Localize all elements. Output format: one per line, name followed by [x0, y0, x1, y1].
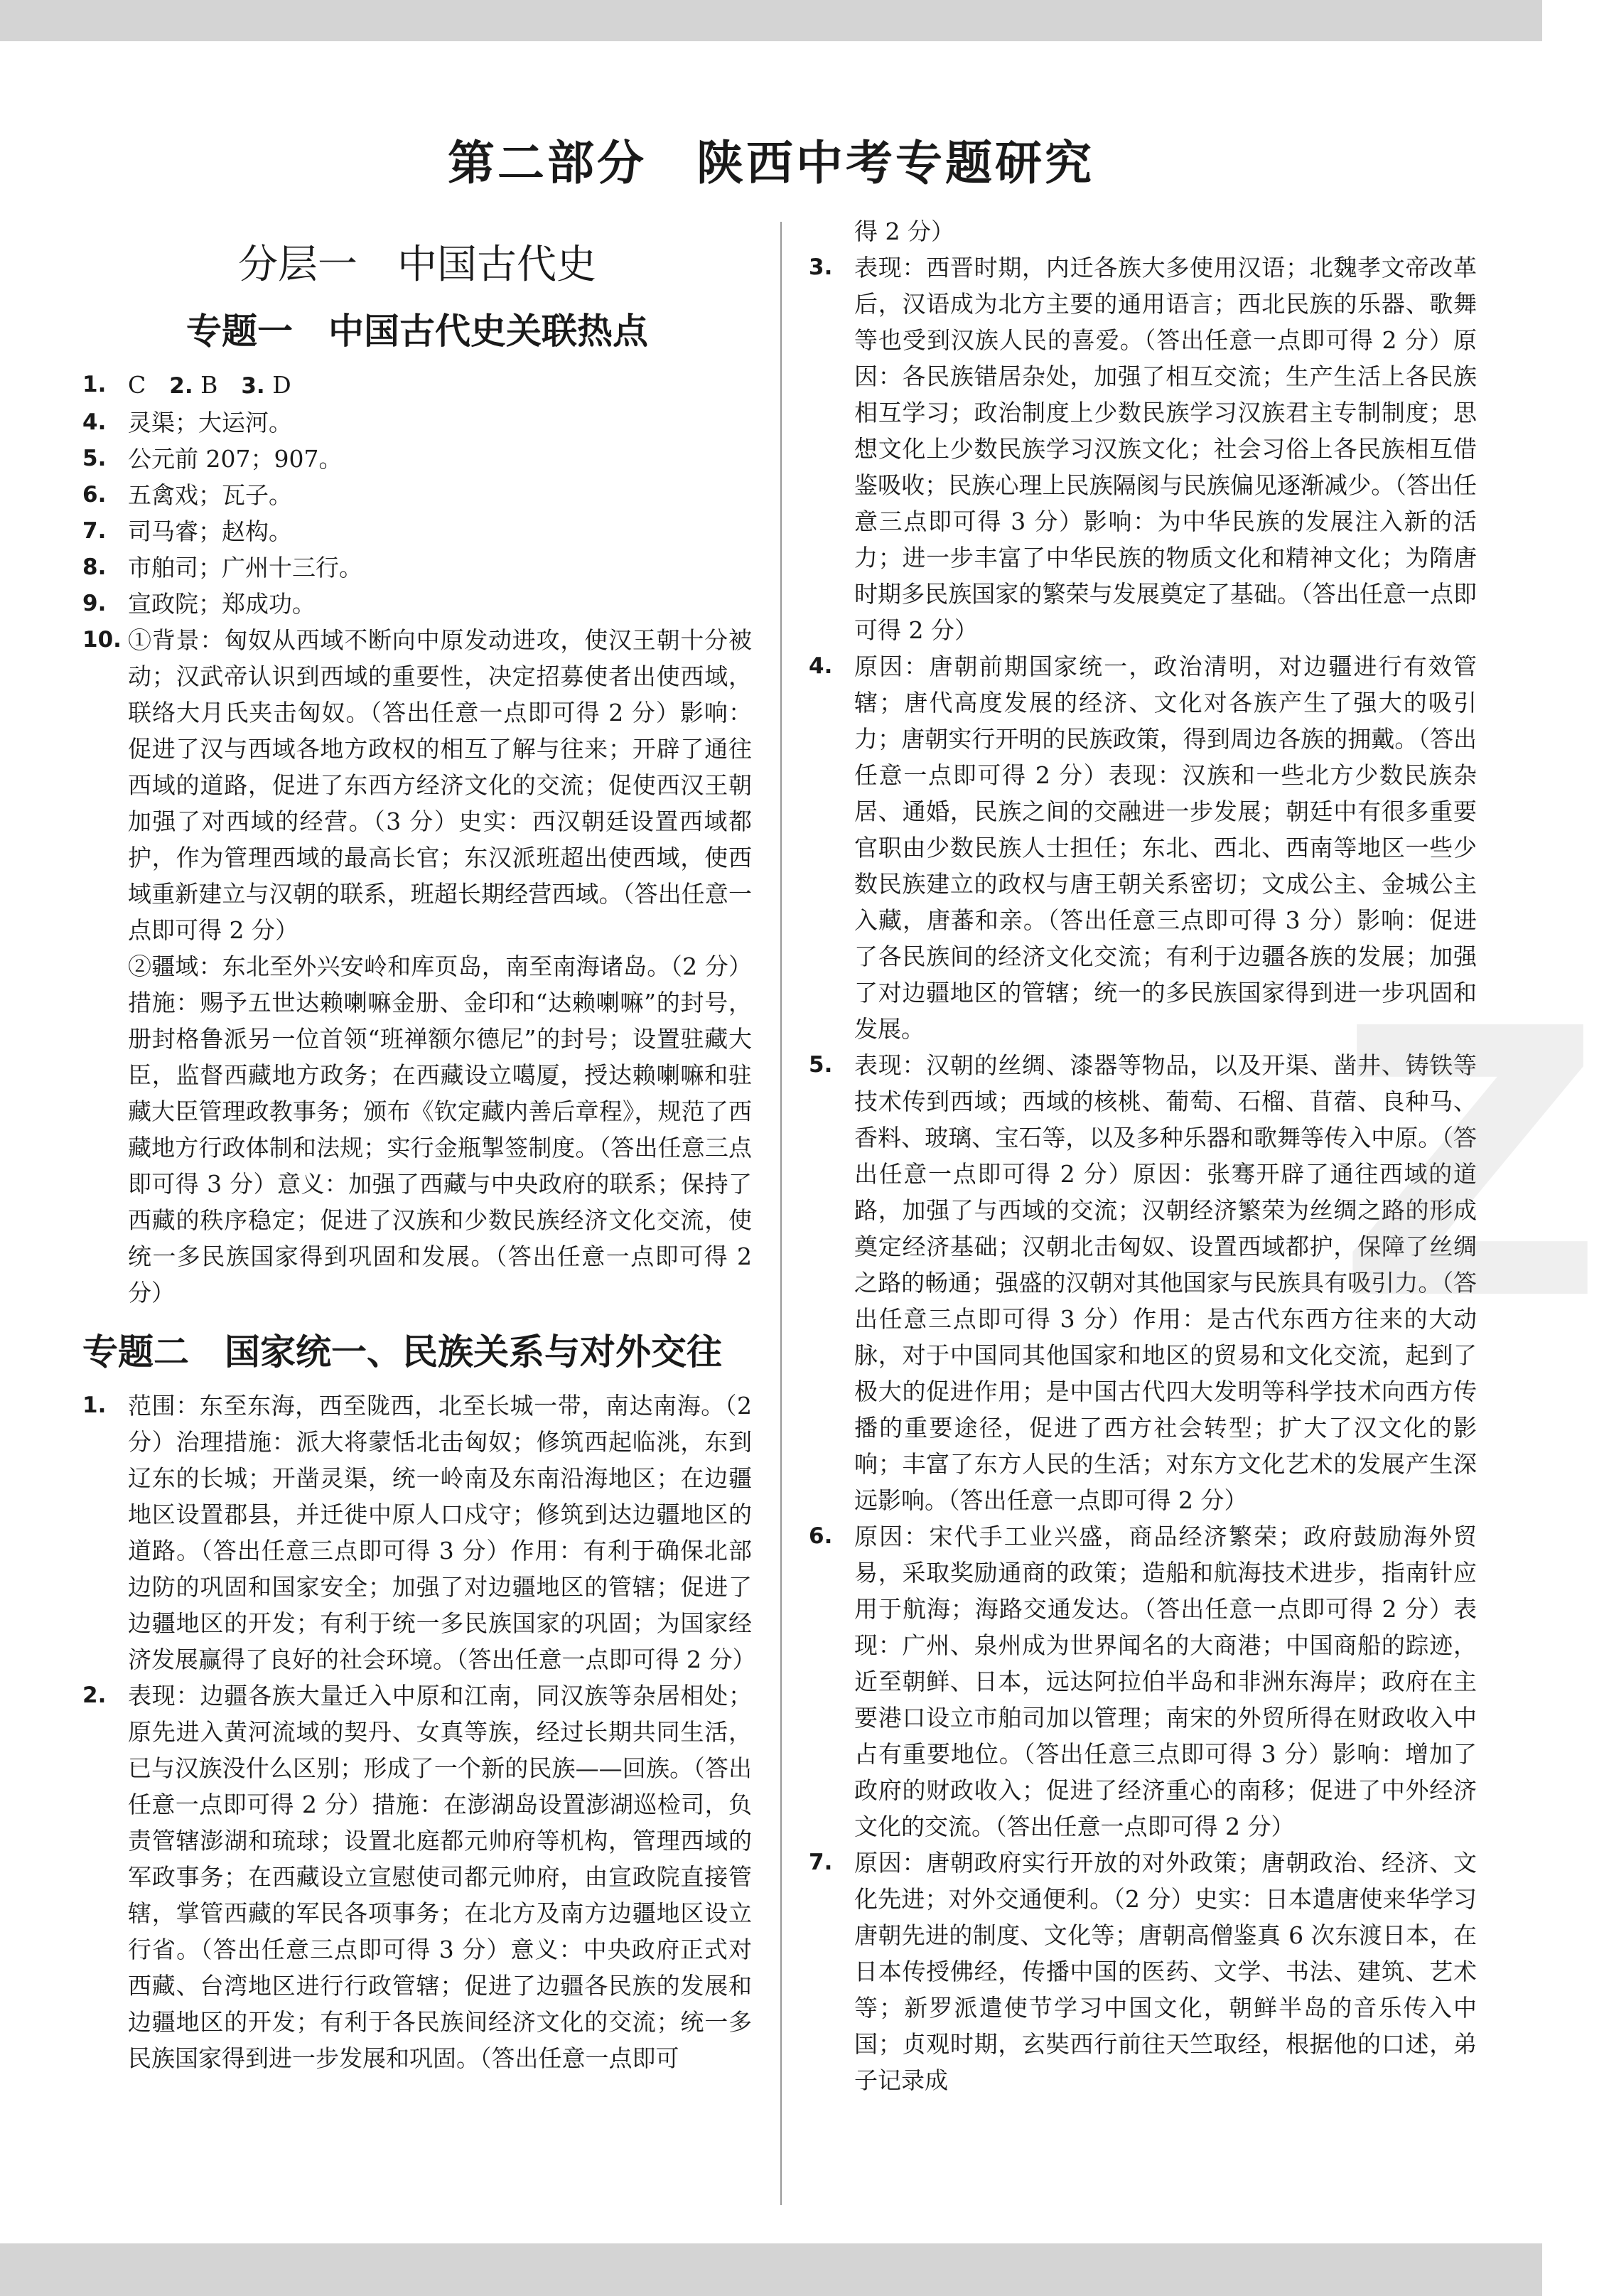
topic2-title: 专题二 国家统一、民族关系与对外交往: [82, 1331, 722, 1373]
q2-num: 2.: [169, 373, 193, 399]
q4-text: 灵渠；大运河。: [128, 409, 292, 436]
answer-1-3: [82, 367, 752, 404]
t2-answer-1: [82, 1388, 756, 1678]
q3-num: 3.: [241, 373, 265, 399]
t2-q2-num: 2.: [82, 1683, 107, 1708]
q10-text-2: ②疆域：东北至外兴安岭和库页岛，南至南海诸岛。（2 分）措施：赐予五世达赖喇嘛金册、金印和“达赖喇嘛”的封号，册封格鲁派另一位首领“班禅额尔德尼”的封号；设置驻藏大臣，监督西藏地方政务；在西藏设立噶厦，授达赖喇嘛和驻藏大臣管理政教事务；颁布《钦定藏内善后章程》，规范了西藏地方行政体制和法规；实行金瓶掣签制度。（答出任意三点即可得 3 分）意义：加强了西藏与中央政府的联系；保持了西藏的秩序稳定；促进了汉族和少数民族经济文化交流，使统一多民族国家得到巩固和发展。（答出任意一点即可得 2 分）: [128, 953, 752, 1307]
t2-answer-7: [809, 1845, 1477, 2098]
q4-num: 4.: [82, 409, 107, 435]
answer-10-part1: [82, 622, 752, 948]
answer-8: [82, 549, 752, 586]
q9-num: 9.: [82, 591, 107, 616]
column-divider: [780, 222, 782, 2205]
answer-7: [82, 513, 752, 549]
left-column: [82, 213, 756, 2076]
bottom-band: [0, 2243, 1542, 2296]
layer-title: 分层一 中国古代史: [238, 242, 596, 288]
t2-q1-text: 范围：东至东海，西至陇西，北至长城一带，南达南海。（2 分）治理措施：派大将蒙恬北击匈奴；修筑西起临洮，东到辽东的长城；开凿灵渠，统一岭南及东南沿海地区；在边疆地区设置郡县，并迁徙中原人口戍守；修筑到达边疆地区的道路。（答出任意三点即可得 3 分）作用：有利于确保北部边防的巩固和国家安全；加强了对边疆地区的管辖；促进了边疆地区的开发；有利于统一多民族国家的巩固；为国家经济发展赢得了良好的社会环境。（答出任意一点即可得 2 分）: [128, 1392, 756, 1673]
answer-9: [82, 586, 752, 622]
right-column: [809, 213, 1477, 2098]
q10-num: 10.: [82, 627, 122, 653]
top-band: [0, 0, 1542, 41]
t2-q4-text: 原因：唐朝前期国家统一，政治清明，对边疆进行有效管辖；唐代高度发展的经济、文化对各族产生了强大的吸引力；唐朝实行开明的民族政策，得到周边各族的拥戴。（答出任意一点即可得 2 分）表现：汉族和一些北方少数民族杂居、通婚，民族之间的交融进一步发展；朝廷中有很多重要官职由少数民族人士担任；东北、西北、西南等地区一些少数民族建立的政权与唐王朝关系密切；文成公主、金城公主入藏，唐蕃和亲。（答出任意三点即可得 3 分）影响：促进了各民族间的经济文化交流；有利于边疆各族的发展；加强了对边疆地区的管辖；统一的多民族国家得到进一步巩固和发展。: [854, 653, 1477, 1043]
t2-q5-num: 5.: [809, 1052, 833, 1078]
q2-answer: B: [193, 371, 242, 399]
t2-answer-5: [809, 1047, 1477, 1518]
q8-num: 8.: [82, 554, 107, 580]
t2-answer-2-continued: [809, 213, 1477, 250]
q5-num: 5.: [82, 446, 107, 471]
t2-answer-2: [82, 1678, 752, 2076]
t2-q6-num: 6.: [809, 1523, 833, 1549]
t2-q5-text: 表现：汉朝的丝绸、漆器等物品，以及开渠、凿井、铸铁等技术传到西域；西域的核桃、葡萄、石榴、苜蓿、良种马、香料、玻璃、宝石等，以及多种乐器和歌舞等传入中原。（答出任意一点即可得 2 分）原因：张骞开辟了通往西域的道路，加强了与西域的交流；汉朝经济繁荣为丝绸之路的形成奠定经济基础；汉朝北击匈奴、设置西域都护，保障了丝绸之路的畅通；强盛的汉朝对其他国家与民族具有吸引力。（答出任意三点即可得 3 分）作用：是古代东西方往来的大动脉，对于中国同其他国家和地区的贸易和文化交流，起到了极大的促进作用；是中国古代四大发明等科学技术向西方传播的重要途径，促进了西方社会转型；扩大了汉文化的影响；丰富了东方人民的生活；对东方文化艺术的发展产生深远影响。（答出任意一点即可得 2 分）: [854, 1051, 1477, 1514]
page-title: 第二部分 陕西中考专题研究: [448, 136, 1094, 191]
t2-q3-num: 3.: [809, 254, 833, 280]
q8-text: 市舶司；广州十三行。: [128, 554, 362, 581]
t2-q7-text: 原因：唐朝政府实行开放的对外政策；唐朝政治、经济、文化先进；对外交通便利。（2 分）史实：日本遣唐使来华学习唐朝先进的制度、文化等；唐朝高僧鉴真 6 次东渡日本，在日本传授佛经，传播中国的医药、文学、书法、建筑、艺术等；新罗派遣使节学习中国文化，朝鲜半岛的音乐传入中国；贞观时期，玄奘西行前往天竺取经，根据他的口述，弟子记录成: [854, 1849, 1477, 2094]
q7-num: 7.: [82, 518, 107, 544]
t2-answer-3: [809, 250, 1477, 648]
answer-6: [82, 477, 752, 513]
topic1-title: 专题一 中国古代史关联热点: [186, 311, 648, 352]
answer-5: [82, 441, 752, 477]
q5-text: 公元前 207；907。: [128, 445, 343, 473]
answer-10-part2: [82, 948, 752, 1311]
t2-q3-text: 表现：西晋时期，内迁各族大多使用汉语；北魏孝文帝改革后，汉语成为北方主要的通用语言；西北民族的乐器、歌舞等也受到汉族人民的喜爱。（答出任意一点即可得 2 分）原因：各民族错居杂处，加强了相互交流；生产生活上各民族相互学习；政治制度上少数民族学习汉族君主专制制度；思想文化上少数民族学习汉族文化；社会习俗上各民族相互借鉴吸收；民族心理上民族隔阂与民族偏见逐渐减少。（答出任意三点即可得 3 分）影响：为中华民族的发展注入新的活力；进一步丰富了中华民族的物质文化和精神文化；为隋唐时期多民族国家的繁荣与发展奠定了基础。（答出任意一点即可得 2 分）: [854, 254, 1477, 644]
watermark-shape-right: Z: [1336, 950, 1604, 1381]
q10-text-1: ①背景：匈奴从西域不断向中原发动进攻，使汉王朝十分被动；汉武帝认识到西域的重要性，决定招募使者出使西域，联络大月氏夹击匈奴。（答出任意一点即可得 2 分）影响：促进了汉与西域各地方政权的相互了解与往来；开辟了通往西域的道路，促进了东西方经济文化的交流；促使西汉王朝加强了对西域的经营。（3 分）史实：西汉朝廷设置西域都护，作为管理西域的最高长官；东汉派班超出使西域，使西域重新建立与汉朝的联系，班超长期经营西域。（答出任意一点即可得 2 分）: [128, 626, 752, 944]
t2-q4-num: 4.: [809, 653, 833, 679]
t2-answer-6: [809, 1518, 1477, 1845]
t2-q7-num: 7.: [809, 1850, 833, 1875]
q3-answer: D: [264, 371, 291, 399]
t2-q6-text: 原因：宋代手工业兴盛，商品经济繁荣；政府鼓励海外贸易，采取奖励通商的政策；造船和航海技术进步，指南针应用于航海；海路交通发达。（答出任意一点即可得 2 分）表现：广州、泉州成为世界闻名的大商港；中国商船的踪迹，近至朝鲜、日本，远达阿拉伯半岛和非洲东海岸；政府在主要港口设立市舶司加以管理；南宋的外贸所得在财政收入中占有重要地位。（答出任意三点即可得 3 分）影响：增加了政府的财政收入；促进了经济重心的南移；促进了中外经济文化的交流。（答出任意一点即可得 2 分）: [854, 1523, 1477, 1840]
q9-text: 宣政院；郑成功。: [128, 590, 316, 618]
q6-text: 五禽戏；瓦子。: [128, 481, 292, 509]
t2-q2-cont-text: 得 2 分）: [854, 218, 954, 245]
answer-4: [82, 404, 752, 441]
q7-text: 司马睿；赵构。: [128, 517, 292, 545]
t2-q1-num: 1.: [82, 1393, 107, 1418]
q1-answer: C: [128, 371, 170, 399]
q6-num: 6.: [82, 482, 107, 508]
t2-q2-text: 表现：边疆各族大量迁入中原和江南，同汉族等杂居相处；原先进入黄河流域的契丹、女真等族，经过长期共同生活，已与汉族没什么区别；形成了一个新的民族——回族。（答出任意一点即可得 2 分）措施：在澎湖岛设置澎湖巡检司，负责管辖澎湖和琉球；设置北庭都元帅府等机构，管理西域的军政事务；在西藏设立宣慰使司都元帅府，由宣政院直接管辖，掌管西藏的军民各项事务；在北方及南方边疆地区设立行省。（答出任意三点即可得 3 分）意义：中央政府正式对西藏、台湾地区进行行政管辖；促进了边疆各民族的发展和边疆地区的开发；有利于各民族间经济文化的交流；统一多民族国家得到进一步发展和巩固。（答出任意一点即可: [128, 1682, 752, 2072]
t2-answer-4: [809, 648, 1477, 1047]
q1-num: 1.: [82, 372, 107, 397]
